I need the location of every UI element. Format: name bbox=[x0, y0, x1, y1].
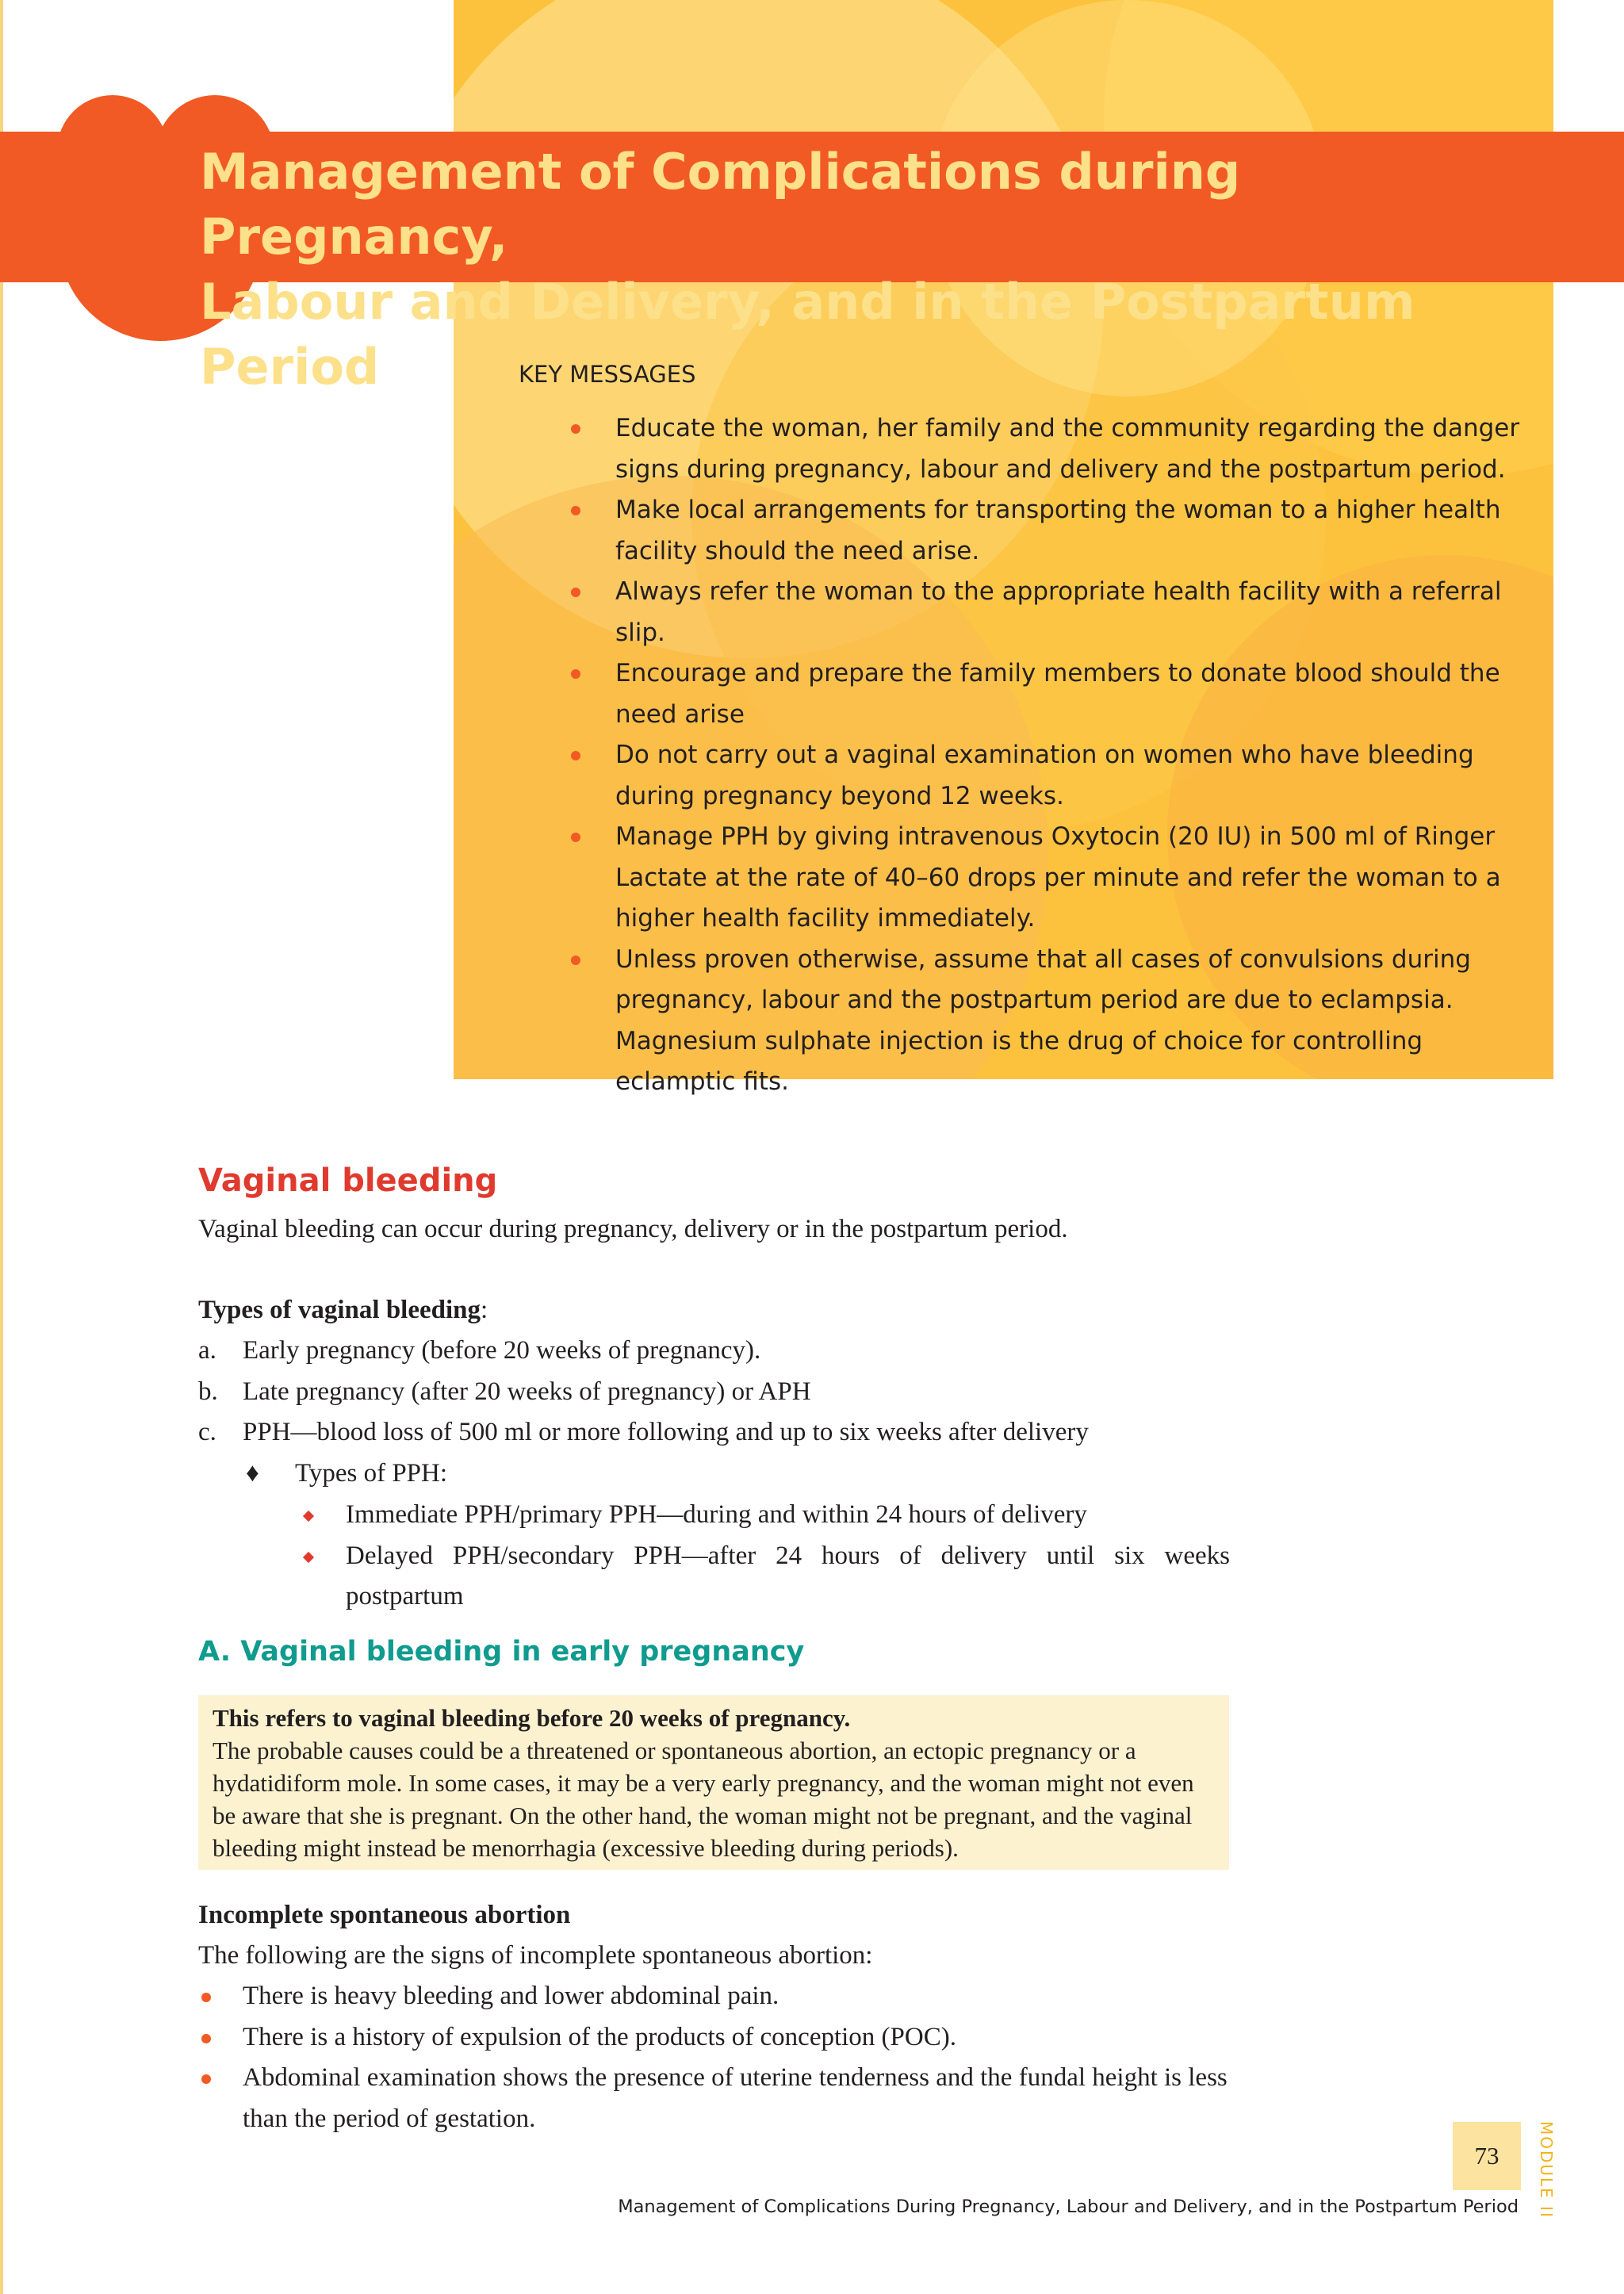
diamond-bullet-icon: ♦ bbox=[246, 1459, 259, 1488]
early-pregnancy-heading: A. Vaginal bleeding in early pregnancy bbox=[198, 1636, 805, 1668]
vaginal-bleeding-intro: Vaginal bleeding can occur during pregnancy, delivery or in the postpartum period. bbox=[198, 1215, 1068, 1243]
key-message-item: Make local arrangements for transporting the woman to a higher health facility should the need arise. bbox=[615, 490, 1543, 572]
pph-types-label: Types of PPH: bbox=[295, 1459, 448, 1488]
page-number: 73 bbox=[1474, 2142, 1500, 2170]
key-messages-list bbox=[615, 408, 1543, 1103]
bleeding-types-list bbox=[198, 1331, 1229, 1453]
page-edge-line bbox=[0, 0, 3, 2294]
key-messages-heading: KEY MESSAGES bbox=[519, 361, 696, 388]
vaginal-bleeding-heading: Vaginal bleeding bbox=[198, 1162, 498, 1199]
types-heading-colon: : bbox=[481, 1296, 488, 1324]
incomplete-abortion-intro: The following are the signs of incomplete spontaneous abortion: bbox=[198, 1941, 873, 1970]
types-heading-line bbox=[198, 1290, 488, 1331]
key-message-item: Educate the woman, her family and the community regarding the danger signs during pregnancy, labour and delivery and the postpartum period. bbox=[615, 408, 1543, 490]
pph-type-item: Delayed PPH/secondary PPH—after 24 hours of delivery until six weeks postpartum bbox=[346, 1536, 1230, 1618]
key-message-item: Do not carry out a vaginal examination on women who have bleeding during pregnancy beyond 12 weeks. bbox=[615, 735, 1543, 817]
pph-types-list bbox=[346, 1495, 1230, 1618]
bleeding-type-item bbox=[198, 1412, 1229, 1453]
key-message-item: Encourage and prepare the family members to donate blood should the need arise bbox=[615, 653, 1543, 735]
pph-type-item: Immediate PPH/primary PPH—during and within 24 hours of delivery bbox=[346, 1495, 1230, 1536]
abortion-sign-item: There is a history of expulsion of the products of conception (POC). bbox=[243, 2017, 1230, 2058]
list-marker: a. bbox=[198, 1336, 216, 1365]
types-heading: Types of vaginal bleeding bbox=[198, 1296, 481, 1324]
page-title-line-2: Labour and Delivery, and in the Postpartum Period bbox=[200, 273, 1415, 396]
bleeding-type-text: Early pregnancy (before 20 weeks of pregnancy). bbox=[243, 1336, 761, 1365]
pph-types-line bbox=[246, 1453, 447, 1495]
incomplete-abortion-heading: Incomplete spontaneous abortion bbox=[198, 1901, 571, 1929]
info-box-text: The probable causes could be a threatened or spontaneous abortion, an ectopic pregnancy or a hydatidiform mole. In some cases, it may be a very early pregnancy, and the woman might not even be aware that she is pregnant. On the other hand, the woman might not be pregnant, and the vaginal bleeding might instead be menorrhagia (excessive bleeding during periods). bbox=[213, 1737, 1194, 1862]
key-message-item: Unless proven otherwise, assume that all cases of convulsions during pregnancy, labour and the postpartum period are due to eclampsia. Magnesium sulphate injection is the drug of choice for controlling eclamptic fits. bbox=[615, 940, 1543, 1103]
early-pregnancy-info-box bbox=[198, 1695, 1229, 1870]
abortion-signs-list bbox=[243, 1976, 1230, 2139]
bleeding-type-text: Late pregnancy (after 20 weeks of pregnancy) or APH bbox=[243, 1377, 811, 1406]
bleeding-type-item bbox=[198, 1331, 1229, 1372]
list-marker: b. bbox=[198, 1377, 218, 1406]
page-title-line-1: Management of Complications during Pregnancy, bbox=[200, 143, 1241, 266]
abortion-sign-item: Abdominal examination shows the presence of uterine tenderness and the fundal height is less than the period of gestation. bbox=[243, 2058, 1230, 2139]
page-title bbox=[200, 140, 1548, 400]
bleeding-type-text: PPH—blood loss of 500 ml or more following and up to six weeks after delivery bbox=[243, 1418, 1089, 1446]
info-box-bold-line: This refers to vaginal bleeding before 20 weeks of pregnancy. bbox=[213, 1704, 851, 1732]
running-footer-title: Management of Complications During Pregnancy, Labour and Delivery, and in the Postpartum Period bbox=[618, 2196, 1519, 2217]
key-message-item: Always refer the woman to the appropriate health facility with a referral slip. bbox=[615, 572, 1543, 653]
abortion-sign-item: There is heavy bleeding and lower abdominal pain. bbox=[243, 1976, 1230, 2017]
key-message-item: Manage PPH by giving intravenous Oxytocin (20 IU) in 500 ml of Ringer Lactate at the rate of 40–60 drops per minute and refer the woman to a higher health facility immediately. bbox=[615, 817, 1543, 940]
list-marker: c. bbox=[198, 1418, 216, 1446]
bleeding-type-item bbox=[198, 1372, 1229, 1413]
module-label: MODULE II bbox=[1537, 2121, 1556, 2219]
